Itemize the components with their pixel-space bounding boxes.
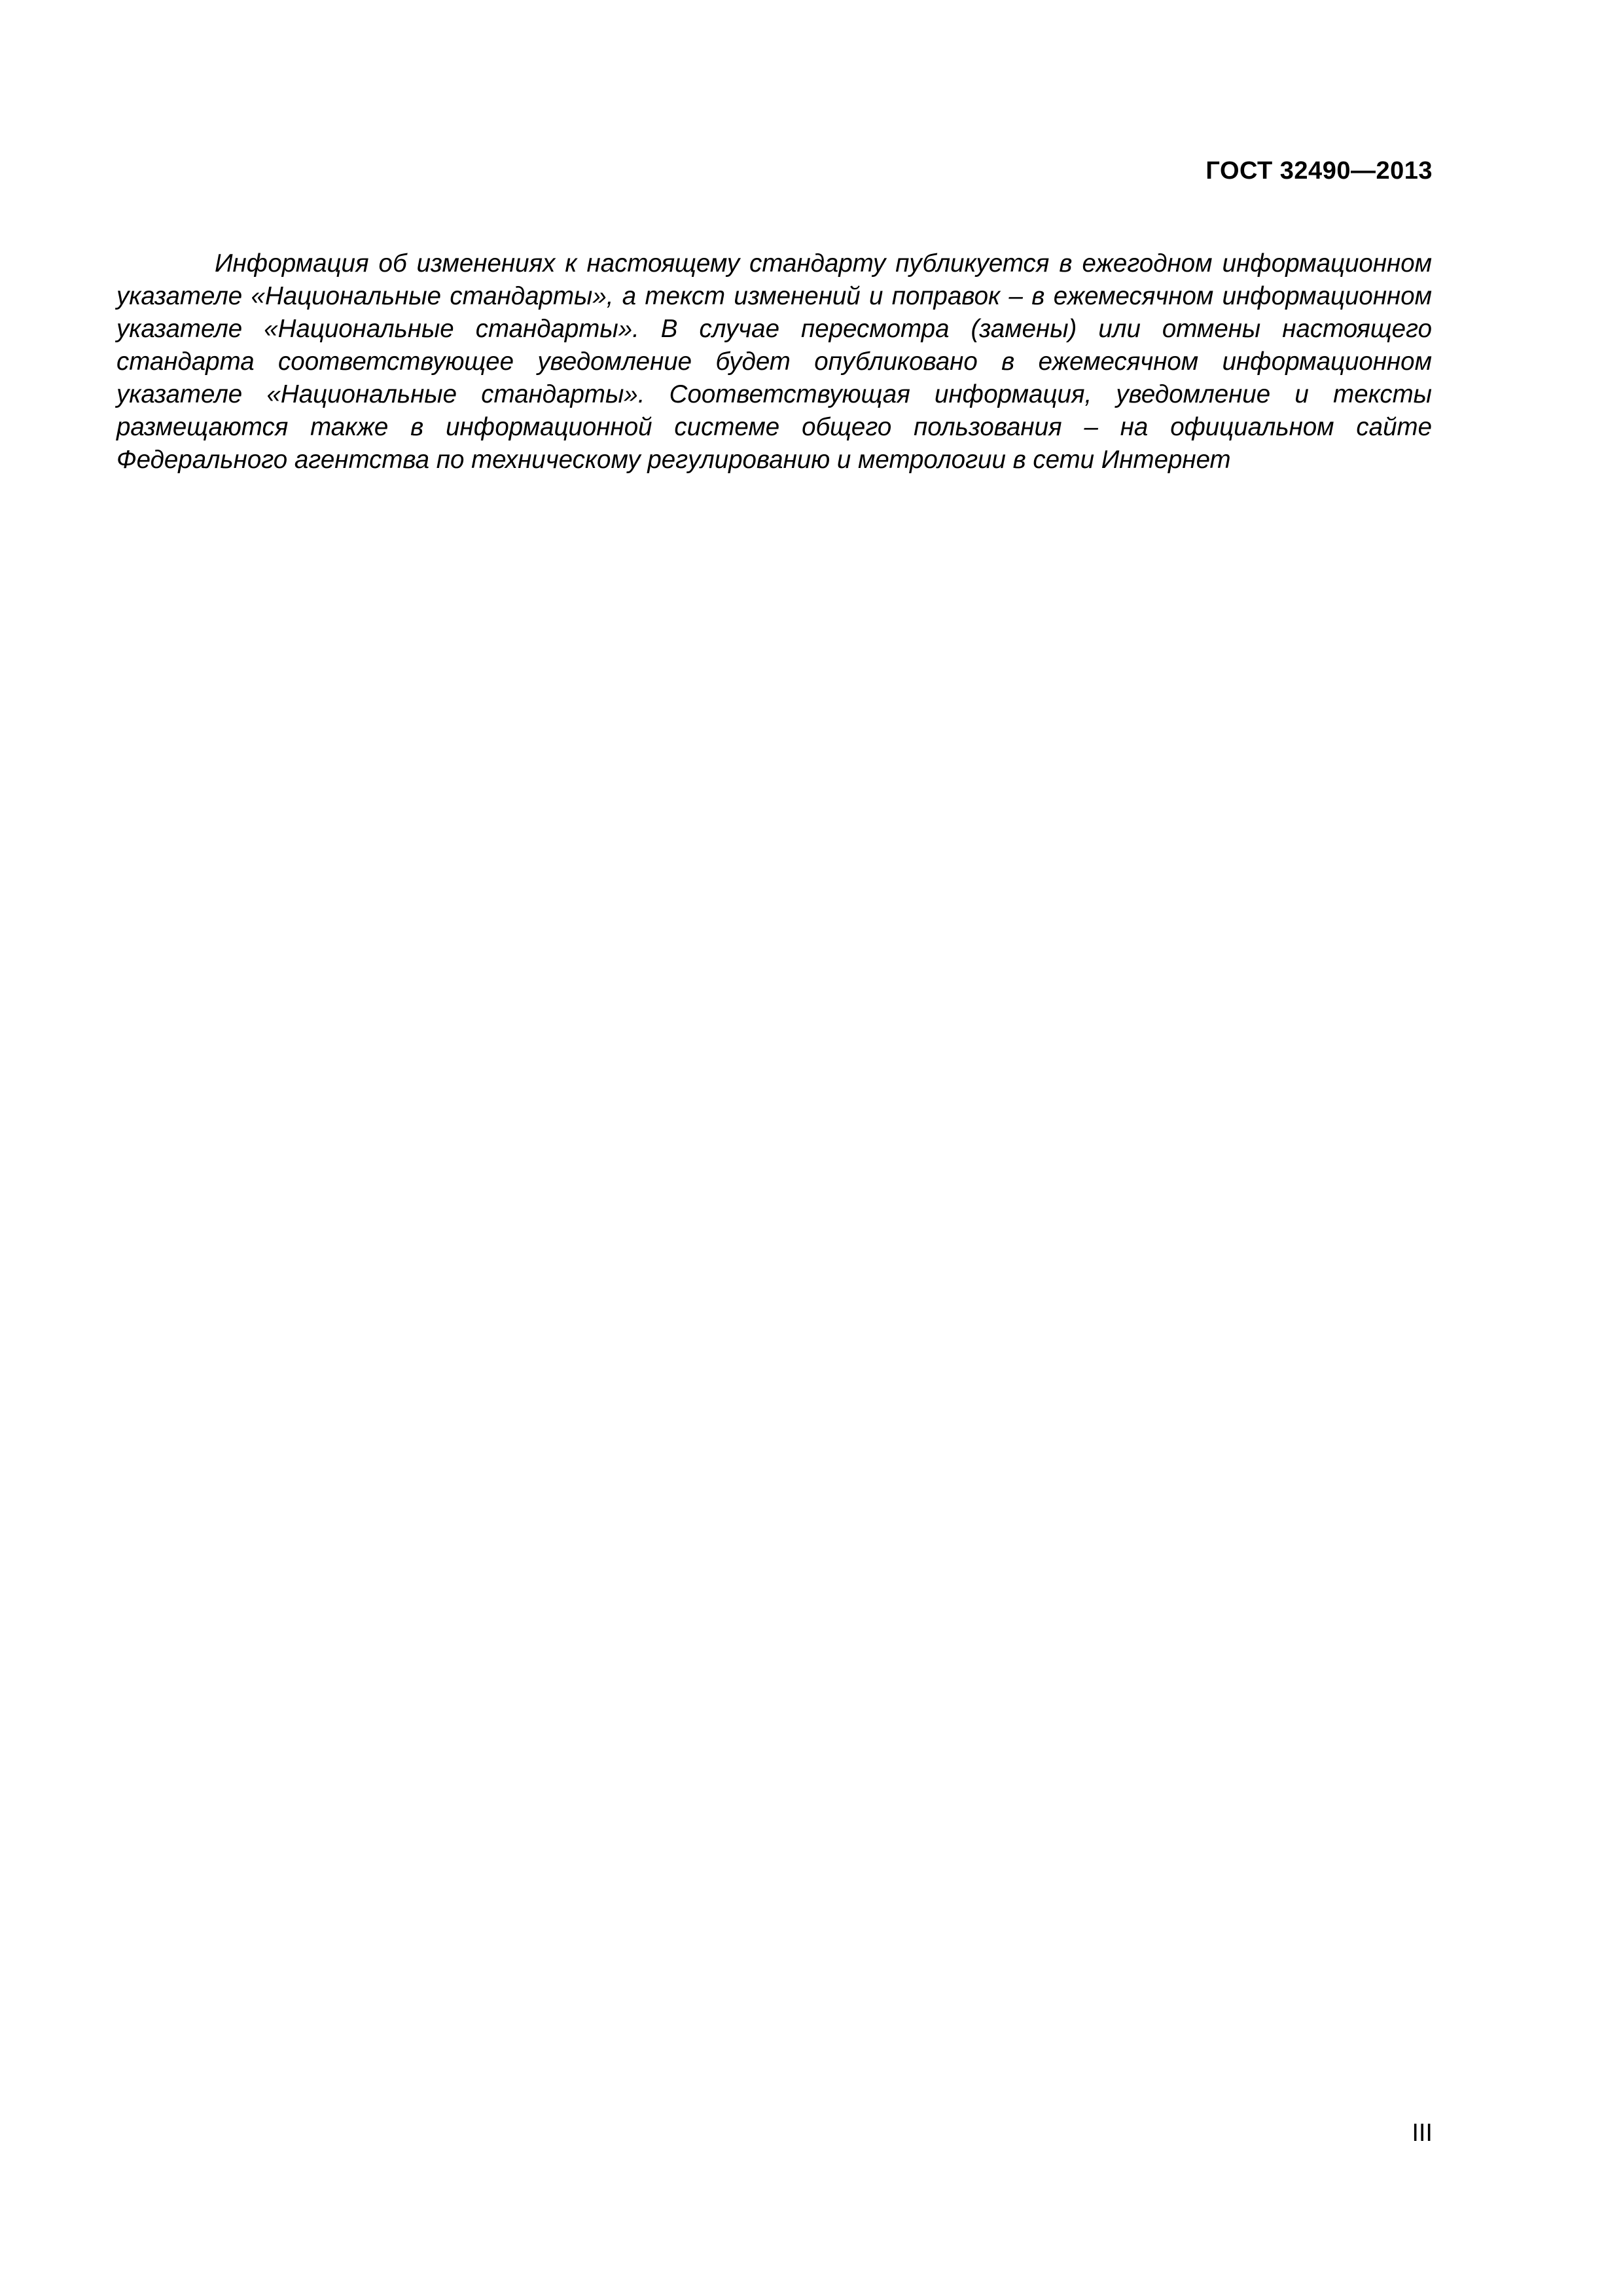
standard-designation: ГОСТ 32490—2013 xyxy=(1205,157,1433,185)
amendment-notice-paragraph: Информация об изменениях к настоящему стандарту публикуется в ежегодном информационном указателе «Национальные стандарты», а текст изменений и поправок – в ежемесячном информационном указателе «Национальные стандарты». В случае пересмотра (замены) или отмены настоящего стандарта соответствующее уведомление будет опубликовано в ежемесячном информационном указателе «Национальные стандарты». Соответствующая информация, уведомление и тексты размещаются также в информационной системе общего пользования – на официальном сайте Федерального агентства по техническому регулированию и метрологии в сети Интернет xyxy=(116,249,1432,474)
page-number: III xyxy=(1412,2119,1433,2147)
